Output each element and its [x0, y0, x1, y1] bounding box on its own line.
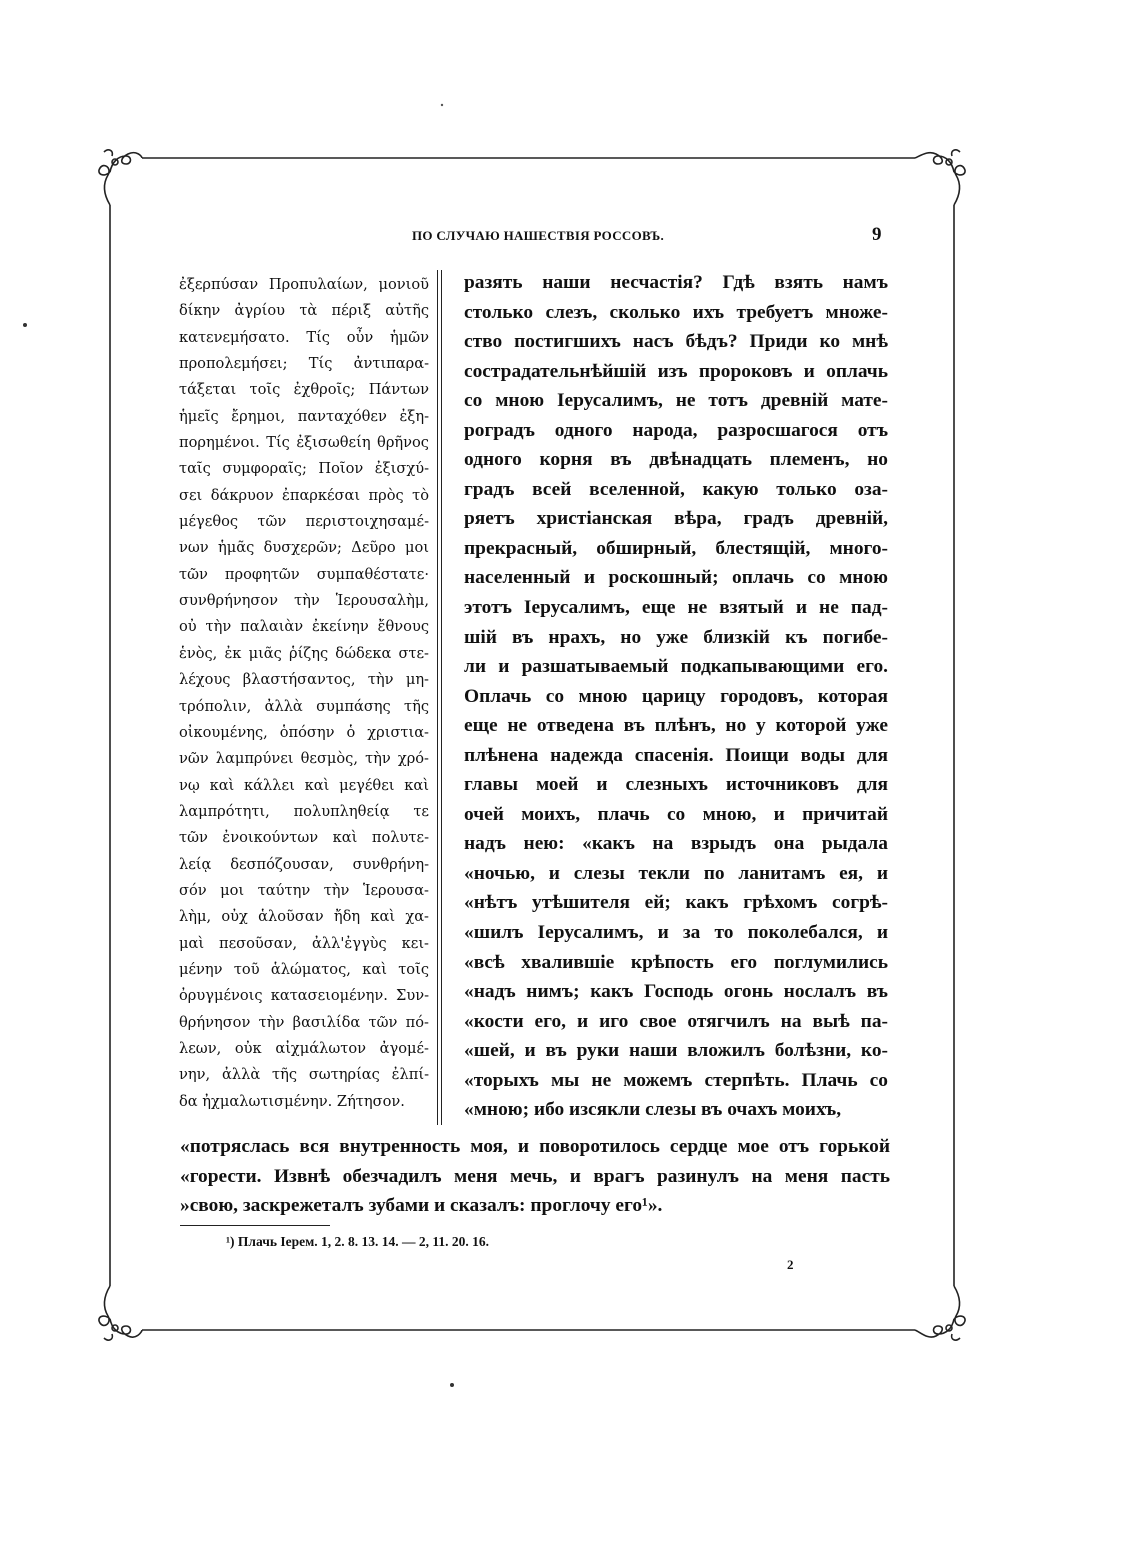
text-line: οἰκουμένης, ὁπόσην ὁ χριστια- [179, 723, 429, 741]
text-line: шій въ нрахъ, но уже близкій къ погибе- [464, 626, 888, 648]
text-line: «кости его, и иго свое отягчилъ на выѣ па- [464, 1010, 888, 1032]
text-line: ἑνὸς, ἐκ μιᾶς ῥίζης δώδεκα στε- [179, 644, 429, 662]
text-line: προπολεμήσει; Τίς ἀντιπαρα- [179, 355, 429, 373]
text-line: «потряслась вся внутренность моя, и поворотилось сердце мое отъ горькой [180, 1136, 890, 1157]
text-line: «всѣ хвалившіе крѣпость его поглумились [464, 951, 888, 973]
corner-flourish-bottom-left [99, 1286, 142, 1340]
text-line: «шей, и въ руки наши вложилъ болѣзни, ко- [464, 1040, 888, 1062]
text-line: «надъ нимъ; какъ Господь огонь нослалъ въ [464, 981, 888, 1003]
text-line: λέχους βλαστήσαντος, τὴν μη- [179, 671, 429, 689]
text-line: «шилъ Іерусалимъ, и за то поколебался, и [464, 922, 888, 944]
text-line: νῶν λαμπρύνει θεσμὸς, τὴν χρό- [179, 750, 429, 768]
text-line: λείᾳ δεσπόζουσαν, συνθρήνη- [179, 855, 429, 873]
text-line: плѣнена надежда спасенія. Поищи воды для [464, 744, 888, 766]
text-line: οὐ τὴν παλαιὰν ἐκείνην ἔθνους [179, 618, 429, 636]
text-line: ἐξερπύσαν Προπυλαίων, μονιοῦ [179, 276, 429, 293]
text-line: сострадательнѣйшій изъ пророковъ и оплачь [464, 360, 888, 382]
text-line: прекрасный, обширный, блестящій, много- [464, 537, 888, 559]
text-line: δα ἠχμαλωτισμένην. Ζήτησον. [179, 1092, 405, 1110]
text-line: очей моихъ, плачь со мною, и причитай [464, 803, 888, 825]
text-line: μέγεθος τῶν περιστοιχησαμέ- [179, 513, 429, 531]
text-line: этотъ Іерусалимъ, еще не взятый и не пад- [464, 597, 888, 619]
text-line: ὀρυγμένοις κατασειομένην. Συν- [179, 987, 429, 1005]
text-line: «горести. Извнѣ обезчадилъ меня мечь, и врагъ разинулъ на меня пасть [180, 1165, 890, 1187]
text-line: «мною; ибо изсякли слезы въ очахъ моихъ, [464, 1099, 842, 1121]
text-line: «нѣтъ утѣшителя ей; какъ грѣхомъ согрѣ- [464, 892, 888, 914]
text-line: σει δάκρυον ἐπαρκέσαι πρὸς τὸ [179, 486, 429, 504]
footnote-rule [180, 1225, 330, 1226]
text-line: ταῖς συμφοραῖς; Ποῖον ἐξισχύ- [179, 460, 429, 478]
text-line: «ночью, и слезы текли по ланитамъ ея, и [464, 862, 888, 884]
text-line: συνθρήνησον τὴν Ἱερουσαλὴμ, [179, 592, 429, 610]
text-line: θρήνησον τὴν βασιλίδα τῶν πό- [179, 1013, 429, 1031]
text-line: надъ нею: «какъ на взрыдъ она рыдала [464, 833, 888, 855]
text-line: ряетъ христіанская вѣра, градъ древній, [464, 508, 888, 530]
text-line: роградъ одного народа, разросшагося отъ [464, 419, 888, 441]
text-line: главы моей и слезныхъ источниковъ для [464, 774, 888, 796]
text-line: градъ всей вселенной, какую только оза- [464, 478, 888, 500]
corner-flourish-bottom-right [915, 1286, 965, 1340]
text-line: μένην τοῦ ἁλώματος, καὶ τοῖς [179, 960, 429, 978]
text-line: τῶν ἐνοικούντων καὶ πολυτε- [179, 829, 429, 847]
text-line: столько слезъ, сколько ихъ требуетъ множе- [464, 301, 888, 323]
text-line: τρόπολιν, ἀλλὰ συμπάσης τῆς [179, 697, 429, 715]
signature-mark: 2 [787, 1257, 794, 1272]
text-line: »свою, заскрежеталъ зубами и сказалъ: проглочу его¹». [180, 1195, 663, 1217]
text-line: τῶν προφητῶν συμπαθέστατε· [179, 565, 429, 583]
text-line: κατενεμήσατο. Τίς οὖν ἡμῶν [179, 328, 429, 346]
text-line: ли и разшатываемый подкапывающими его. [464, 656, 888, 678]
text-line: νην, ἀλλὰ τῆς σωτηρίας ἐλπί- [179, 1066, 429, 1084]
text-line: λεων, οὐκ αἰχμάλωτον ἀγομέ- [179, 1039, 429, 1057]
text-line: ство постигшихъ насъ бѣдъ? Приди ко мнѣ [464, 331, 888, 353]
russian-text-column [464, 268, 888, 1125]
text-line: λὴμ, οὐχ ἁλοῦσαν ἤδη καὶ χα- [179, 908, 429, 926]
text-line: νῳ καὶ κάλλει καὶ μεγέθει καὶ [179, 776, 429, 794]
text-line: со мною Іерусалимъ, не тотъ древній мате- [464, 390, 888, 412]
corner-flourish-top-right [915, 150, 965, 205]
text-line: σόν μοι ταύτην τὴν Ἱερουσα- [179, 881, 429, 899]
footnote: ¹) Плачь Іерем. 1, 2. 8. 13. 14. — 2, 11. 20. 16. [226, 1234, 490, 1249]
column-divider-right [441, 270, 442, 1125]
text-line: разять наши несчастія? Гдѣ взять намъ [464, 272, 888, 293]
text-line: δίκην ἀγρίου τὰ πέριξ αὐτῆς [179, 302, 429, 320]
greek-text-column [179, 272, 429, 1115]
text-line: одного корня въ двѣнадцать племенъ, но [464, 449, 888, 471]
corner-flourish-top-left [99, 150, 142, 205]
text-line: πορημένοι. Τίς ἐξισωθείη θρῆνος [179, 434, 429, 452]
text-line: еще не отведена въ плѣнъ, но у которой уже [464, 715, 888, 737]
text-line: τάξεται τοῖς ἐχθροῖς; Πάντων [179, 381, 429, 399]
russian-full-width-text [180, 1132, 890, 1221]
page-number: 9 [872, 224, 882, 245]
text-line: νων ἡμᾶς δυσχερῶν; Δεῦρο μοι [179, 539, 429, 557]
text-line: «торыхъ мы не можемъ стерпѣть. Плачь со [464, 1069, 888, 1091]
column-divider-left [437, 270, 438, 1125]
text-line: μαὶ πεσοῦσαν, ἀλλ'ἐγγὺς κει- [179, 934, 429, 952]
text-line: λαμπρότητι, πολυπληθείᾳ τε [179, 802, 429, 820]
text-line: населенный и роскошный; оплачь со мною [464, 567, 888, 589]
running-title: ПО СЛУЧАЮ НАШЕСТВІЯ РОССОВЪ. [412, 228, 665, 243]
text-line: Оплачь со мною царицу городовъ, которая [464, 685, 888, 707]
text-line: ἡμεῖς ἔρημοι, πανταχόθεν ἐξη- [179, 407, 429, 425]
